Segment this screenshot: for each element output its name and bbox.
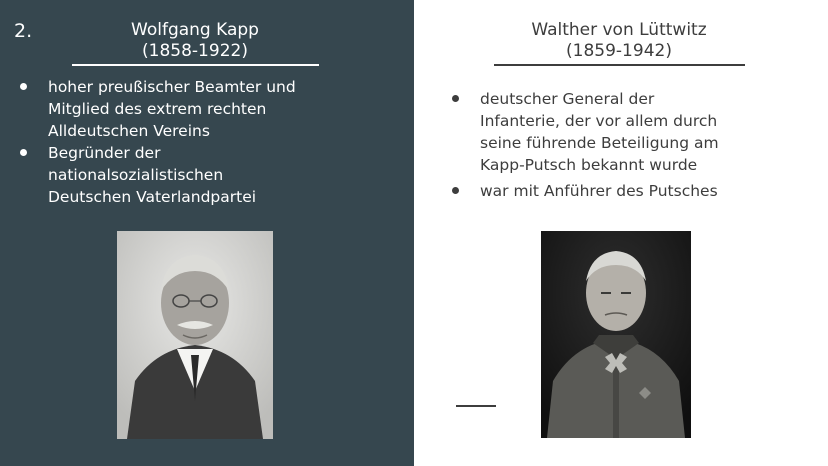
luettwitz-bullet-1 [450,88,820,176]
bullet-line: Kapp-Putsch bekannt wurde [480,156,698,174]
bullet-dot-icon [452,187,459,194]
kapp-name: Wolfgang Kapp [131,20,259,40]
kapp-bullet-list [18,76,408,208]
luettwitz-bullet-2 [450,180,820,202]
luettwitz-portrait-photo [541,231,691,438]
bullet-line: nationalsozialistischen [48,166,224,184]
kapp-title [70,20,320,62]
luettwitz-years: (1859-1942) [566,41,672,61]
bullet-line: war mit Anführer des Putsches [480,182,718,200]
kapp-title-underline [72,64,319,66]
short-divider-line [456,405,496,407]
right-panel [414,0,828,466]
bullet-dot-icon [20,83,27,90]
luettwitz-title [494,20,744,62]
bullet-line: seine führende Beteiligung am [480,134,719,152]
kapp-portrait-illustration [117,231,273,439]
luettwitz-name: Walther von Lüttwitz [531,20,707,40]
bullet-dot-icon [452,95,459,102]
kapp-bullet-1 [18,76,408,142]
luettwitz-bullet-list [450,88,820,202]
luettwitz-portrait-illustration [541,231,691,438]
bullet-line: deutscher General der [480,90,655,108]
bullet-line: Mitglied des extrem rechten [48,100,267,118]
bullet-line: Alldeutschen Vereins [48,122,210,140]
kapp-years: (1858-1922) [142,41,248,61]
kapp-portrait-photo [117,231,273,439]
bullet-line: hoher preußischer Beamter und [48,78,296,96]
bullet-line: Infanterie, der vor allem durch [480,112,718,130]
slide-number: 2. [14,20,33,42]
bullet-line: Deutschen Vaterlandpartei [48,188,257,206]
luettwitz-title-underline [494,64,745,66]
bullet-line: Begründer der [48,144,161,162]
bullet-dot-icon [20,149,27,156]
kapp-bullet-2 [18,142,408,208]
